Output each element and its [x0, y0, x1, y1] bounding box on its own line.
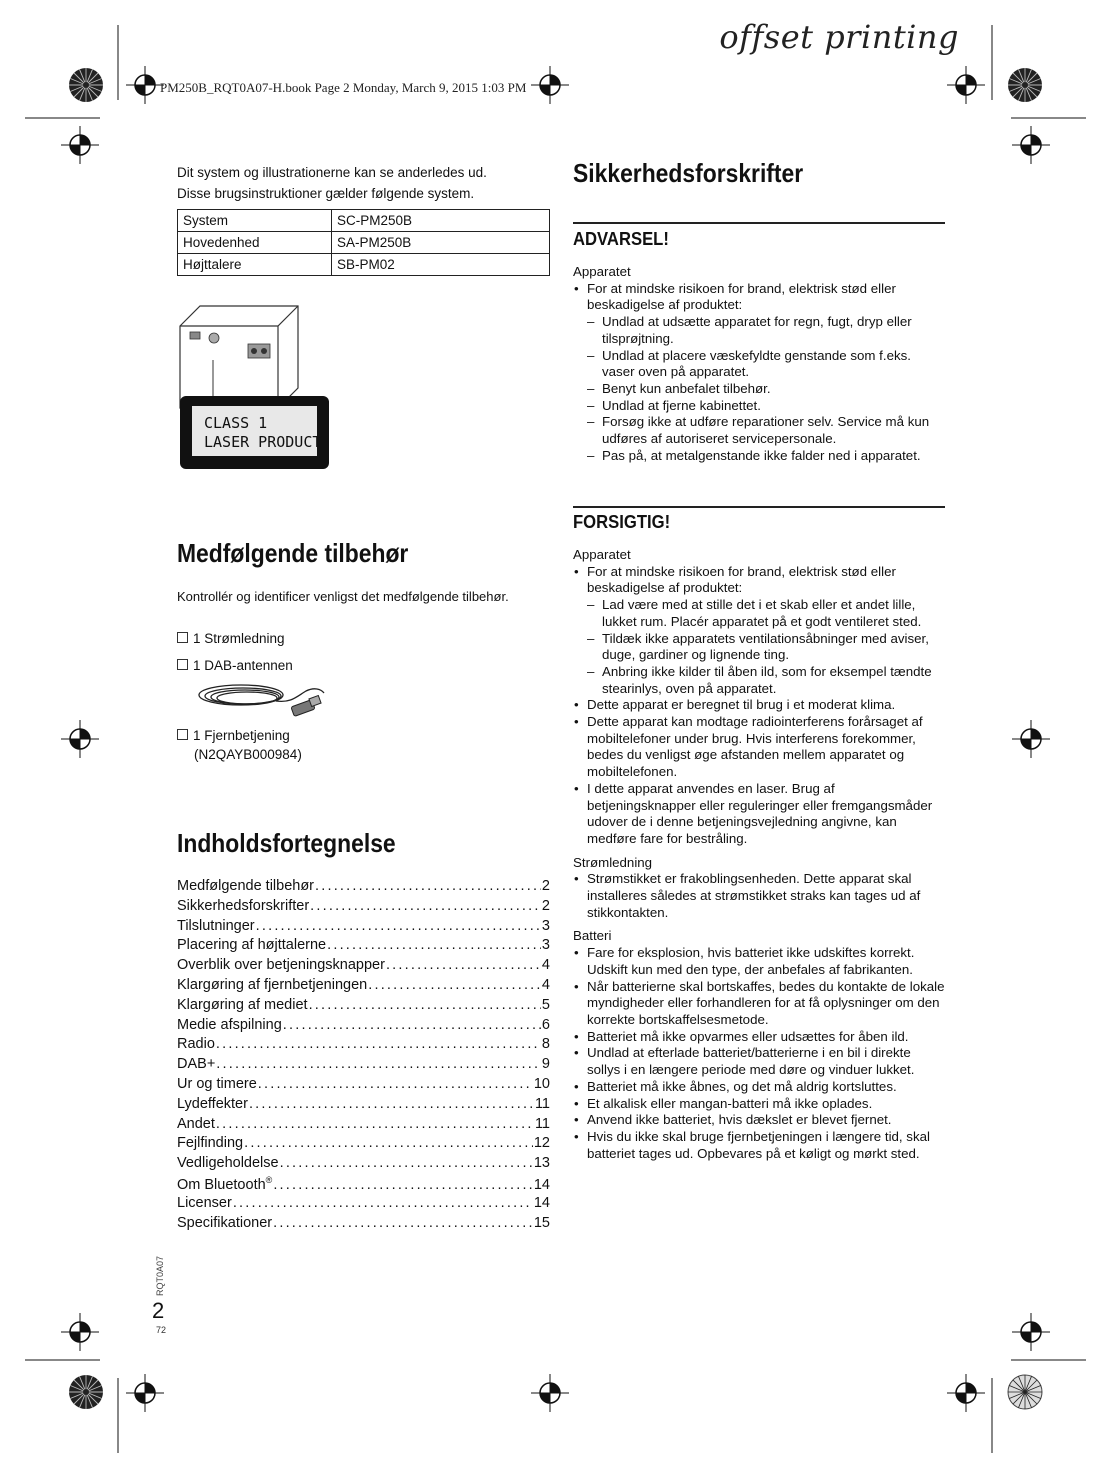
intro-text	[177, 162, 557, 204]
laser-label-line-1: CLASS 1	[204, 414, 268, 432]
toc-entry[interactable]	[177, 1195, 550, 1215]
toc-leader	[273, 1177, 533, 1193]
toc-entry-page: 4	[541, 976, 550, 993]
list-item: • Når batterierne skal bortskaffes, bedes du kontakte de lokale myndigheder eller forhandleren for at få oplysninger om den korrekte bortskaffelsesmetode.	[573, 979, 946, 1029]
accessory-item	[177, 631, 285, 646]
toc-leader	[244, 1135, 533, 1151]
caution-list	[573, 564, 946, 848]
toc-entry-label: DAB+	[177, 1056, 216, 1073]
list-item: • Hvis du ikke skal bruge fjernbetjeningen i længere tid, skal batteriet tages ud. Opbevares på et køligt og mørkt sted.	[573, 1129, 946, 1162]
table-of-contents	[177, 878, 550, 1234]
toc-entry-label: Fejlfinding	[177, 1135, 244, 1152]
page-sub-number: 72	[156, 1325, 167, 1335]
toc-entry[interactable]	[177, 1096, 550, 1116]
toc-entry-page: 2	[541, 897, 550, 914]
toc-leader	[233, 1195, 533, 1211]
toc-entry-label: Klargøring af mediet	[177, 996, 308, 1013]
accessory-item	[177, 728, 290, 743]
toc-entry-page: 2	[541, 878, 550, 894]
list-item: • Et alkalisk eller mangan-batteri må ikke oplades.	[573, 1096, 946, 1113]
safety-title: Sikkerhedsforskrifter	[573, 158, 804, 188]
model-code-text: RQT0A07	[155, 1255, 165, 1296]
toc-entry-page: 5	[541, 996, 550, 1013]
warning-title: ADVARSEL!	[573, 228, 669, 249]
caution-title: FORSIGTIG!	[573, 511, 671, 532]
toc-entry-label: Medie afspilning	[177, 1016, 282, 1033]
toc-entry[interactable]	[177, 1076, 550, 1096]
toc-entry[interactable]	[177, 1215, 550, 1235]
toc-entry-page: 13	[533, 1155, 550, 1172]
toc-entry-label-text: Om Bluetooth	[177, 1176, 266, 1193]
list-item	[573, 281, 946, 465]
toc-entry-label: Andet	[177, 1115, 215, 1132]
list-item: – Forsøg ikke at udføre reparationer selv. Service må kun udføres af autoriseret servicepersonale.	[587, 414, 946, 447]
list-item-text: For at mindske risikoen for brand, elektrisk stød eller beskadigelse af produktet:	[587, 280, 896, 313]
warning-subheading: Apparatet	[573, 264, 631, 279]
toc-title: Indholdsfortegnelse	[177, 828, 396, 858]
toc-leader	[327, 937, 541, 953]
table-row	[178, 232, 550, 254]
toc-entry[interactable]	[177, 1135, 550, 1155]
registered-mark: ®	[265, 1174, 273, 1185]
toc-entry[interactable]	[177, 1175, 550, 1195]
table-cell-key: Højttalere	[178, 254, 332, 276]
toc-entry-page: 9	[541, 1056, 550, 1073]
list-item: – Anbring ikke kilder til åben ild, som for eksempel tændte stearinlys, oven på apparatet.	[587, 664, 946, 697]
toc-entry-label: Tilslutninger	[177, 917, 255, 934]
toc-leader	[216, 1036, 541, 1052]
battery-list	[573, 945, 946, 1162]
toc-entry[interactable]	[177, 878, 550, 898]
list-item	[573, 564, 946, 698]
toc-entry-label: Specifikationer	[177, 1214, 273, 1231]
toc-leader	[216, 1116, 534, 1132]
offset-printing-label: offset printing	[719, 18, 959, 56]
toc-entry[interactable]	[177, 977, 550, 997]
toc-entry-label: Licenser	[177, 1194, 232, 1211]
list-item: • Fare for eksplosion, hvis batteriet ikke udskiftes korrekt. Udskift kun med den type, der anbefales af fabrikanten.	[573, 945, 946, 978]
list-item: – Lad være med at stille det i et skab eller et andet lille, lukket rum. Placér apparatet på et godt ventileret sted.	[587, 597, 946, 630]
list-item: • Dette apparat kan modtage radiointerferens forårsaget af mobiltelefoner under brug. Hvis interferens forekommer, bedes du venligst øge afstanden mellem apparatet og mobiltelefonen.	[573, 714, 946, 781]
toc-entry-label: Radio	[177, 1036, 215, 1053]
table-cell-key: System	[178, 210, 332, 232]
toc-entry-page: 6	[541, 1016, 550, 1033]
system-table	[177, 209, 550, 276]
toc-entry-page: 14	[533, 1194, 550, 1211]
toc-entry-label	[177, 1175, 272, 1193]
accessories-intro: Kontrollér og identificer venligst det medfølgende tilbehør.	[177, 589, 509, 604]
device-rear-illustration	[178, 300, 333, 475]
accessory-note: (N2QAYB000984)	[194, 747, 302, 762]
list-item: – Pas på, at metalgenstande ikke falder ned i apparatet.	[587, 448, 946, 465]
intro-line-1: Dit system og illustrationerne kan se anderledes ud.	[177, 165, 487, 180]
list-item: • Batteriet må ikke åbnes, og det må aldrig kortsluttes.	[573, 1079, 946, 1096]
table-row	[178, 254, 550, 276]
toc-entry[interactable]	[177, 937, 550, 957]
list-item: – Undlad at placere væskefyldte genstande som f.eks. vaser oven på apparatet.	[587, 348, 946, 381]
list-item: • Strømstikket er frakoblingsenheden. Dette apparat skal installeres således at strømstikket straks kan tages ud af stikkontakten.	[573, 871, 946, 921]
toc-entry-label: Placering af højttalerne	[177, 937, 327, 954]
laser-label-line-2: LASER PRODUCT	[204, 433, 322, 451]
toc-entry-page: 11	[534, 1115, 550, 1132]
table-cell-value: SC-PM250B	[332, 210, 550, 232]
list-item: – Undlad at udsætte apparatet for regn, fugt, dryp eller tilsprøjtning.	[587, 314, 946, 347]
toc-leader	[256, 918, 541, 934]
toc-entry[interactable]	[177, 1155, 550, 1175]
toc-entry[interactable]	[177, 1116, 550, 1136]
toc-entry[interactable]	[177, 1017, 550, 1037]
list-item: • Anvend ikke batteriet, hvis dækslet er blevet fjernet.	[573, 1112, 946, 1129]
warning-list	[573, 281, 946, 465]
toc-leader	[280, 1155, 533, 1171]
accessory-label: 1 Fjernbetjening	[193, 728, 290, 743]
toc-entry-label: Medfølgende tilbehør	[177, 878, 315, 894]
toc-entry-page: 10	[533, 1075, 550, 1092]
accessories-title: Medfølgende tilbehør	[177, 538, 409, 568]
list-item: • I dette apparat anvendes en laser. Brug af betjeningsknapper eller reguleringer eller fremgangsmåder udover de i denne betjeningsvejledning angivne, kan medføre fare for bestråling.	[573, 781, 946, 848]
toc-leader	[249, 1096, 534, 1112]
toc-entry-label: Lydeffekter	[177, 1095, 248, 1112]
checkbox-icon	[177, 632, 188, 643]
battery-subheading: Batteri	[573, 928, 612, 944]
toc-entry-label: Vedligeholdelse	[177, 1155, 279, 1172]
list-item: • Undlad at efterlade batteriet/batterierne i en bil i direkte sollys i en længere periode med døre og vinduer lukket.	[573, 1045, 946, 1078]
antenna-cable-icon	[196, 679, 331, 721]
caution-sublist	[587, 597, 946, 697]
power-cord-subheading: Strømledning	[573, 854, 653, 870]
toc-leader	[283, 1017, 541, 1033]
list-item: – Undlad at fjerne kabinettet.	[587, 398, 946, 415]
toc-entry-page: 12	[533, 1135, 550, 1152]
power-cord-list	[573, 871, 946, 921]
checkbox-icon	[177, 659, 188, 670]
toc-entry-label: Sikkerhedsforskrifter	[177, 897, 310, 914]
table-cell-value: SA-PM250B	[332, 232, 550, 254]
caution-subheading: Apparatet	[573, 547, 631, 562]
toc-leader	[216, 1056, 541, 1072]
toc-entry[interactable]	[177, 957, 550, 977]
toc-leader	[315, 878, 541, 894]
table-cell-key: Hovedenhed	[178, 232, 332, 254]
warning-sublist	[587, 314, 946, 464]
toc-leader	[310, 898, 541, 914]
toc-leader	[273, 1215, 533, 1231]
warning-section	[573, 264, 946, 464]
toc-entry-label: Ur og timere	[177, 1075, 257, 1092]
list-item-text: For at mindske risikoen for brand, elektrisk stød eller beskadigelse af produktet:	[587, 563, 896, 596]
toc-entry-page: 4	[541, 957, 550, 974]
toc-leader	[309, 997, 541, 1013]
intro-line-2: Disse brugsinstruktioner gælder følgende system.	[177, 186, 475, 201]
print-header: PM250B_RQT0A07-H.book Page 2 Monday, March 9, 2015 1:03 PM	[160, 80, 527, 95]
toc-leader	[258, 1076, 533, 1092]
page-number: 2	[152, 1298, 165, 1323]
list-item: • Dette apparat er beregnet til brug i et moderat klima.	[573, 697, 946, 714]
toc-entry[interactable]	[177, 1056, 550, 1076]
toc-entry-page: 3	[541, 917, 550, 934]
list-item: • Batteriet må ikke opvarmes eller udsættes for åben ild.	[573, 1029, 946, 1046]
caution-section	[573, 547, 946, 1162]
list-item: – Tildæk ikke apparatets ventilationsåbninger med aviser, duge, gardiner og lignende ting.	[587, 631, 946, 664]
toc-entry-page: 11	[534, 1095, 550, 1112]
toc-entry[interactable]	[177, 1036, 550, 1056]
accessory-label: 1 DAB-antennen	[193, 658, 293, 673]
toc-entry-page: 8	[541, 1036, 550, 1053]
model-code	[151, 1250, 171, 1300]
toc-entry-page: 14	[533, 1176, 550, 1193]
accessory-label: 1 Strømledning	[193, 631, 285, 646]
toc-leader	[368, 977, 541, 993]
table-row	[178, 210, 550, 232]
checkbox-icon	[177, 729, 188, 740]
table-cell-value: SB-PM02	[332, 254, 550, 276]
section-rule	[573, 222, 945, 224]
toc-entry-label: Overblik over betjeningsknapper	[177, 957, 385, 974]
toc-entry[interactable]	[177, 898, 550, 918]
toc-entry-page: 3	[541, 937, 550, 954]
toc-entry-label: Klargøring af fjernbetjeningen	[177, 976, 368, 993]
toc-leader	[386, 957, 541, 973]
section-rule	[573, 506, 945, 508]
toc-entry[interactable]	[177, 918, 550, 938]
list-item: – Benyt kun anbefalet tilbehør.	[587, 381, 946, 398]
toc-entry-page: 15	[533, 1214, 550, 1231]
accessory-item	[177, 658, 293, 673]
toc-entry[interactable]	[177, 997, 550, 1017]
